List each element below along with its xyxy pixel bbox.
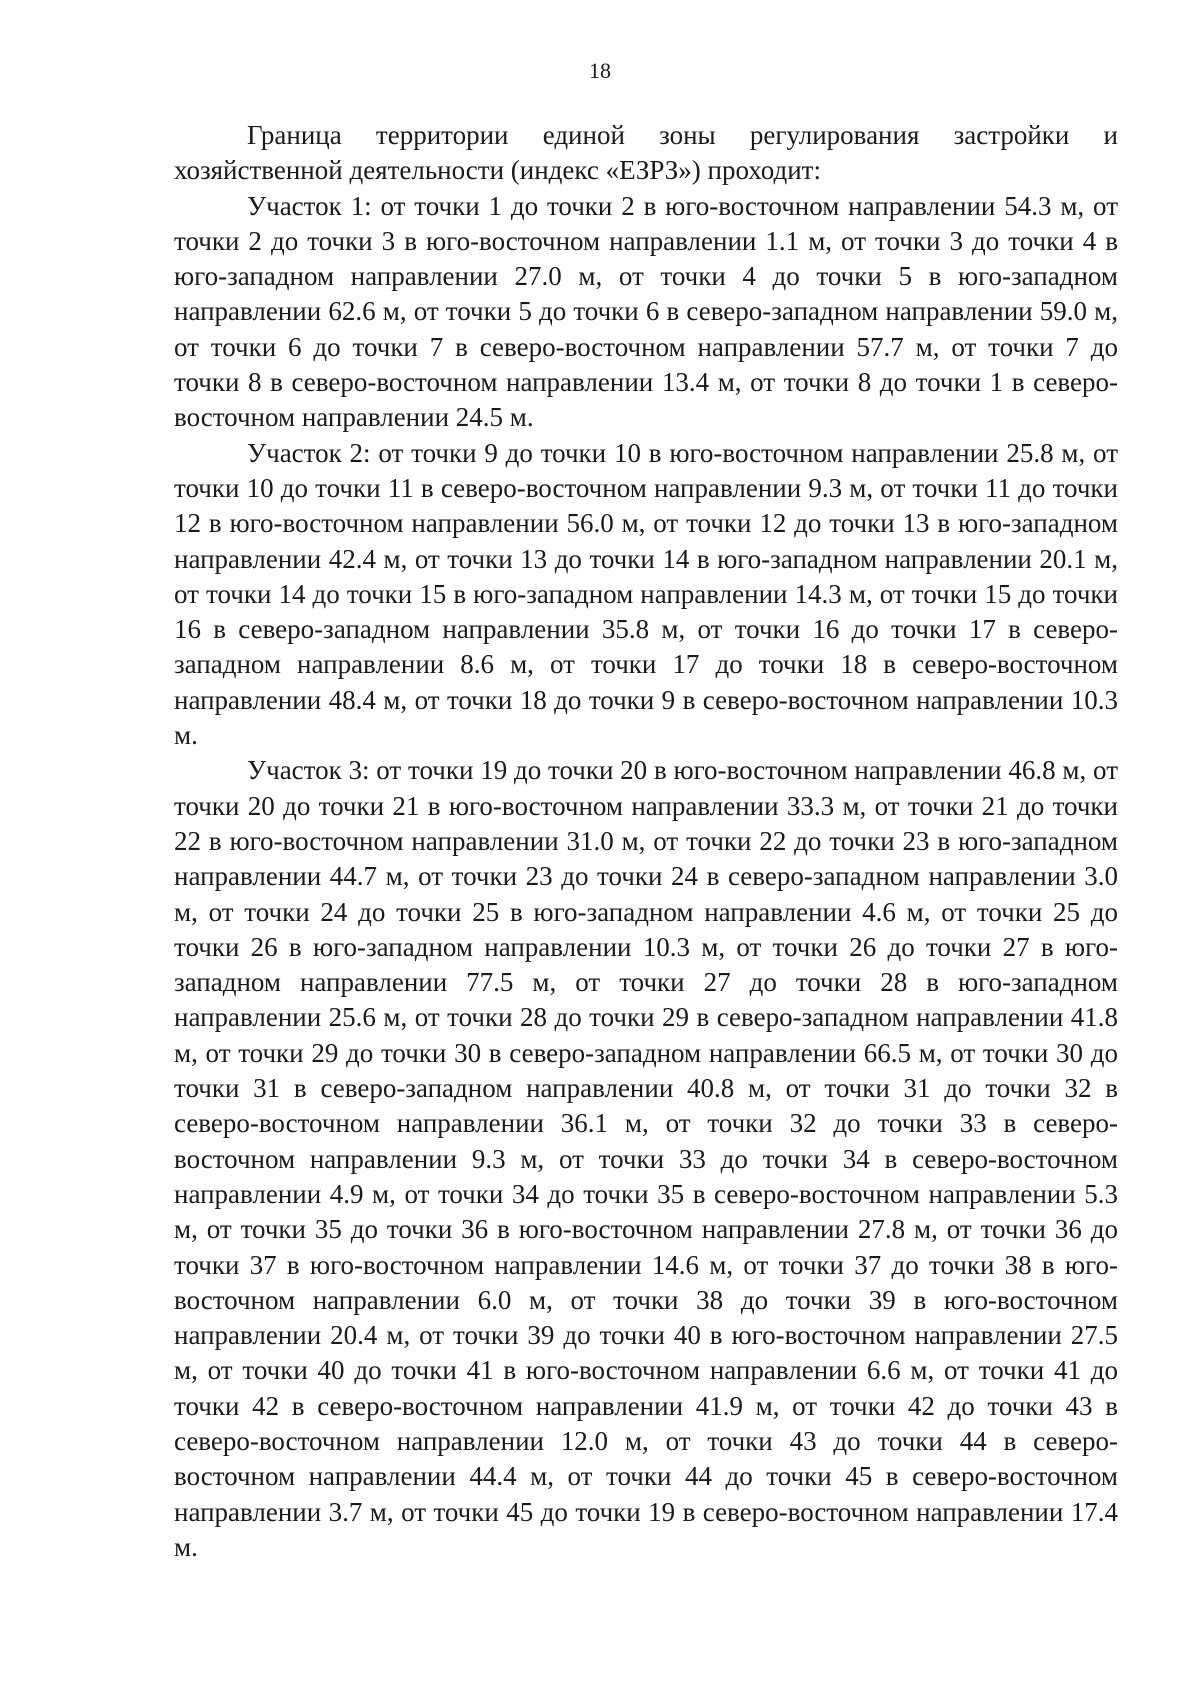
page-number: 18 xyxy=(589,58,611,83)
section-3-paragraph: Участок 3: от точки 19 до точки 20 в юго-восточном направлении 46.8 м, от точки 20 до точки 21 в юго-восточном направлении 33.3 м, от точки 21 до точки 22 в юго-восточном направлении 31.0 м, от точки 22 до точки 23 в юго-западном направлении 44.7 м, от точки 23 до точки 24 в северо-западном направлении 3.0 м, от точки 24 до точки 25 в юго-западном направлении 4.6 м, от точки 25 до точки 26 в юго-западном направлении 10.3 м, от точки 26 до точки 27 в юго-западном направлении 77.5 м, от точки 27 до точки 28 в юго-западном направлении 25.6 м, от точки 28 до точки 29 в северо-западном направлении 41.8 м, от точки 29 до точки 30 в северо-западном направлении 66.5 м, от точки 30 до точки 31 в северо-западном направлении 40.8 м, от точки 31 до точки 32 в северо-восточном направлении 36.1 м, от точки 32 до точки 33 в северо-восточном направлении 9.3 м, от точки 33 до точки 34 в северо-восточном направлении 4.9 м, от точки 34 до точки 35 в северо-восточном направлении 5.3 м, от точки 35 до точки 36 в юго-восточном направлении 27.8 м, от точки 36 до точки 37 в юго-восточном направлении 14.6 м, от точки 37 до точки 38 в юго-восточном направлении 6.0 м, от точки 38 до точки 39 в юго-восточном направлении 20.4 м, от точки 39 до точки 40 в юго-восточном направлении 27.5 м, от точки 40 до точки 41 в юго-восточном направлении 6.6 м, от точки 41 до точки 42 в северо-восточном направлении 41.9 м, от точки 42 до точки 43 в северо-восточном направлении 12.0 м, от точки 43 до точки 44 в северо-восточном направлении 44.4 м, от точки 44 до точки 45 в северо-восточном направлении 3.7 м, от точки 45 до точки 19 в северо-восточном направлении 17.4 м. xyxy=(174,755,1118,1562)
section-2-paragraph: Участок 2: от точки 9 до точки 10 в юго-восточном направлении 25.8 м, от точки 10 до точки 11 в северо-восточном направлении 9.3 м, от точки 11 до точки 12 в юго-восточном направлении 56.0 м, от точки 12 до точки 13 в юго-западном направлении 42.4 м, от точки 13 до точки 14 в юго-западном направлении 20.1 м, от точки 14 до точки 15 в юго-западном направлении 14.3 м, от точки 15 до точки 16 в северо-западном направлении 35.8 м, от точки 16 до точки 17 в северо-западном направлении 8.6 м, от точки 17 до точки 18 в северо-восточном направлении 48.4 м, от точки 18 до точки 9 в северо-восточном направлении 10.3 м. xyxy=(174,437,1118,751)
document-body xyxy=(174,118,1118,1565)
section-1-paragraph: Участок 1: от точки 1 до точки 2 в юго-восточном направлении 54.3 м, от точки 2 до точки 3 в юго-восточном направлении 1.1 м, от точки 3 до точки 4 в юго-западном направлении 27.0 м, от точки 4 до точки 5 в юго-западном направлении 62.6 м, от точки 5 до точки 6 в северо-западном направлении 59.0 м, от точки 6 до точки 7 в северо-восточном направлении 57.7 м, от точки 7 до точки 8 в северо-восточном направлении 13.4 м, от точки 8 до точки 1 в северо-восточном направлении 24.5 м. xyxy=(174,190,1118,433)
intro-paragraph: Граница территории единой зоны регулирования застройки и хозяйственной деятельности (индекс «ЕЗРЗ») проходит: xyxy=(174,120,1118,186)
